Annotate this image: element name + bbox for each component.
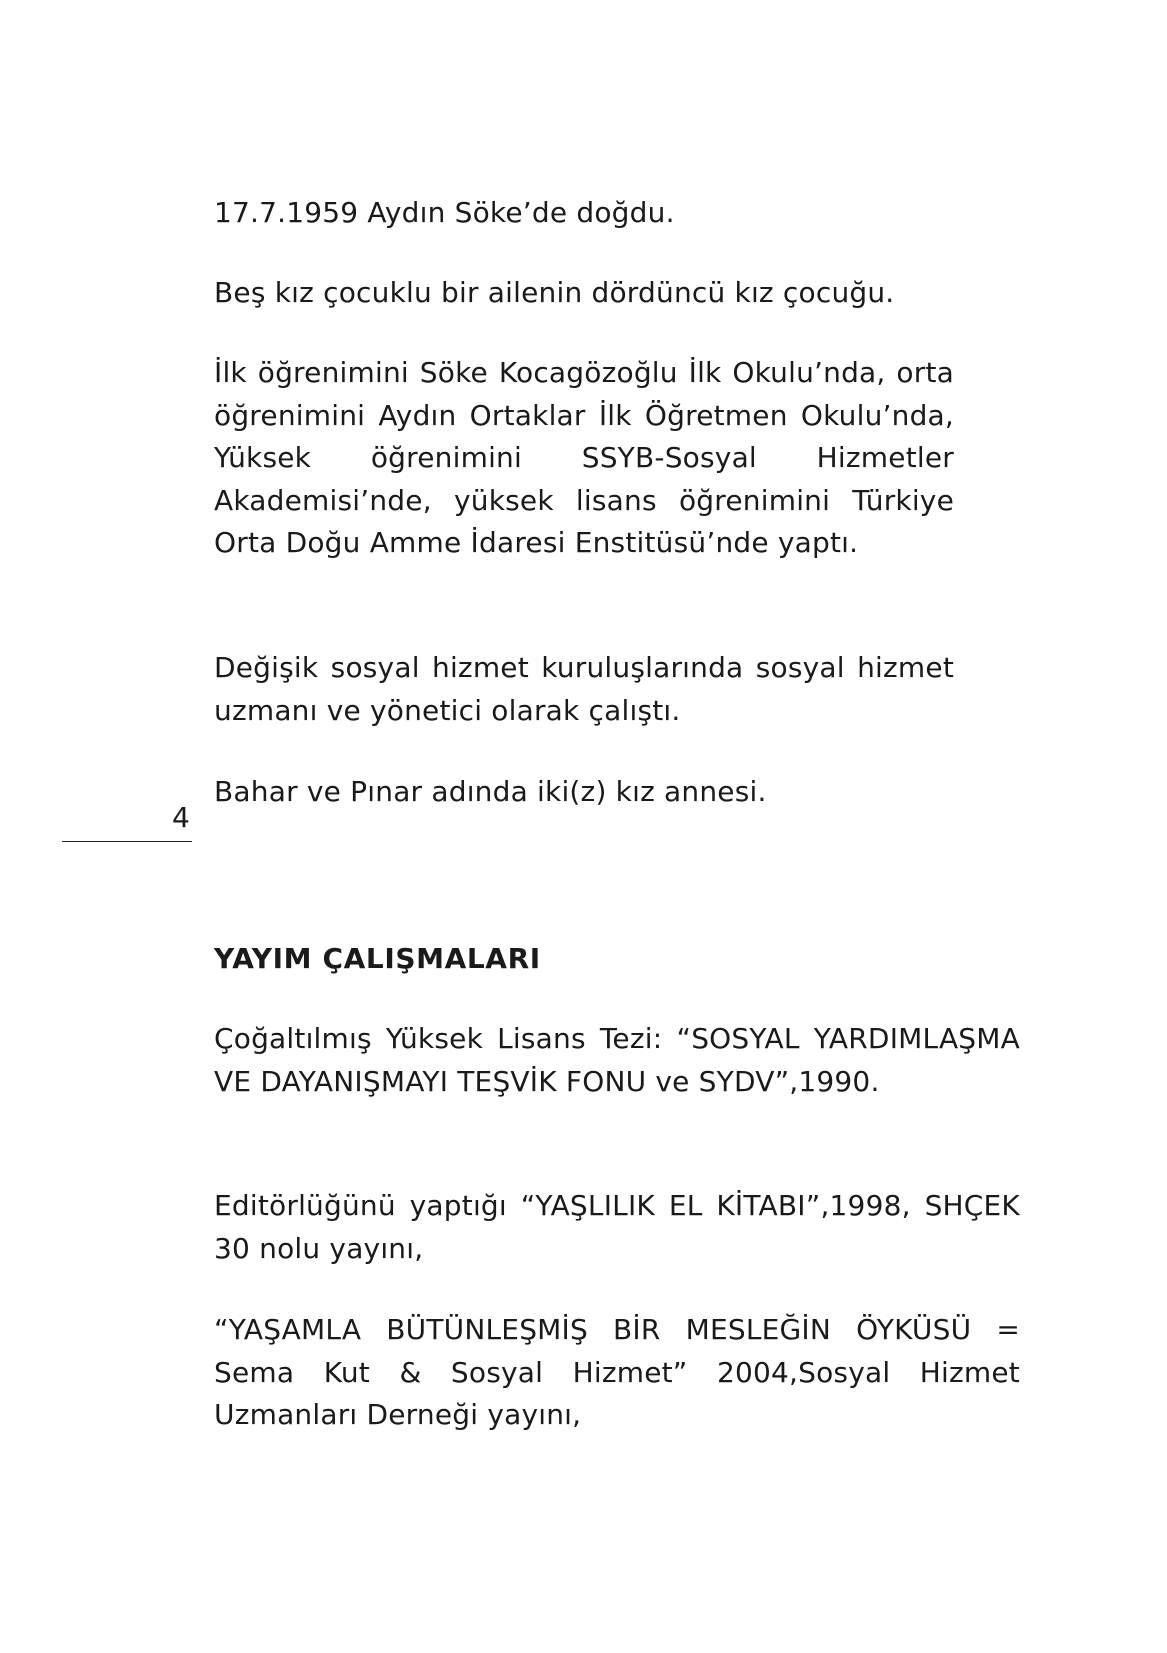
children-paragraph: Bahar ve Pınar adında iki(z) kız annesi.	[214, 775, 767, 808]
publication-item-handbook: Editörlüğünü yaptığı “YAŞLILIK EL KİTABI”,1998, SHÇEK 30 nolu yayını,	[214, 1189, 1020, 1265]
birth-paragraph: 17.7.1959 Aydın Söke’de doğdu.	[214, 196, 675, 229]
page-number-rule	[62, 841, 192, 842]
education-paragraph: İlk öğrenimini Söke Kocagözoğlu İlk Okulu’nda, orta öğrenimini Aydın Ortaklar İlk Öğretmen Okulu’nda, Yüksek öğrenimini SSYB-Sosyal Hizmetler Akademisi’nde, yüksek lisans öğrenimini Türkiye Orta Doğu Amme İdaresi Enstitüsü’nde yaptı.	[214, 356, 954, 559]
publication-item-story: “YAŞAMLA BÜTÜNLEŞMİŞ BİR MESLEĞİN ÖYKÜSÜ = Sema Kut & Sosyal Hizmet” 2004,Sosyal Hizmet Uzmanları Derneği yayını,	[214, 1313, 1020, 1431]
publication-item-thesis: Çoğaltılmış Yüksek Lisans Tezi: “SOSYAL YARDIMLAŞMA VE DAYANIŞMAYI TEŞVİK FONU ve SYDV”,1990.	[214, 1022, 1020, 1098]
family-paragraph: Beş kız çocuklu bir ailenin dördüncü kız çocuğu.	[214, 276, 895, 309]
page-number: 4	[172, 801, 190, 834]
publications-heading: YAYIM ÇALIŞMALARI	[214, 942, 541, 975]
career-paragraph: Değişik sosyal hizmet kuruluşlarında sosyal hizmet uzmanı ve yönetici olarak çalıştı.	[214, 651, 954, 727]
